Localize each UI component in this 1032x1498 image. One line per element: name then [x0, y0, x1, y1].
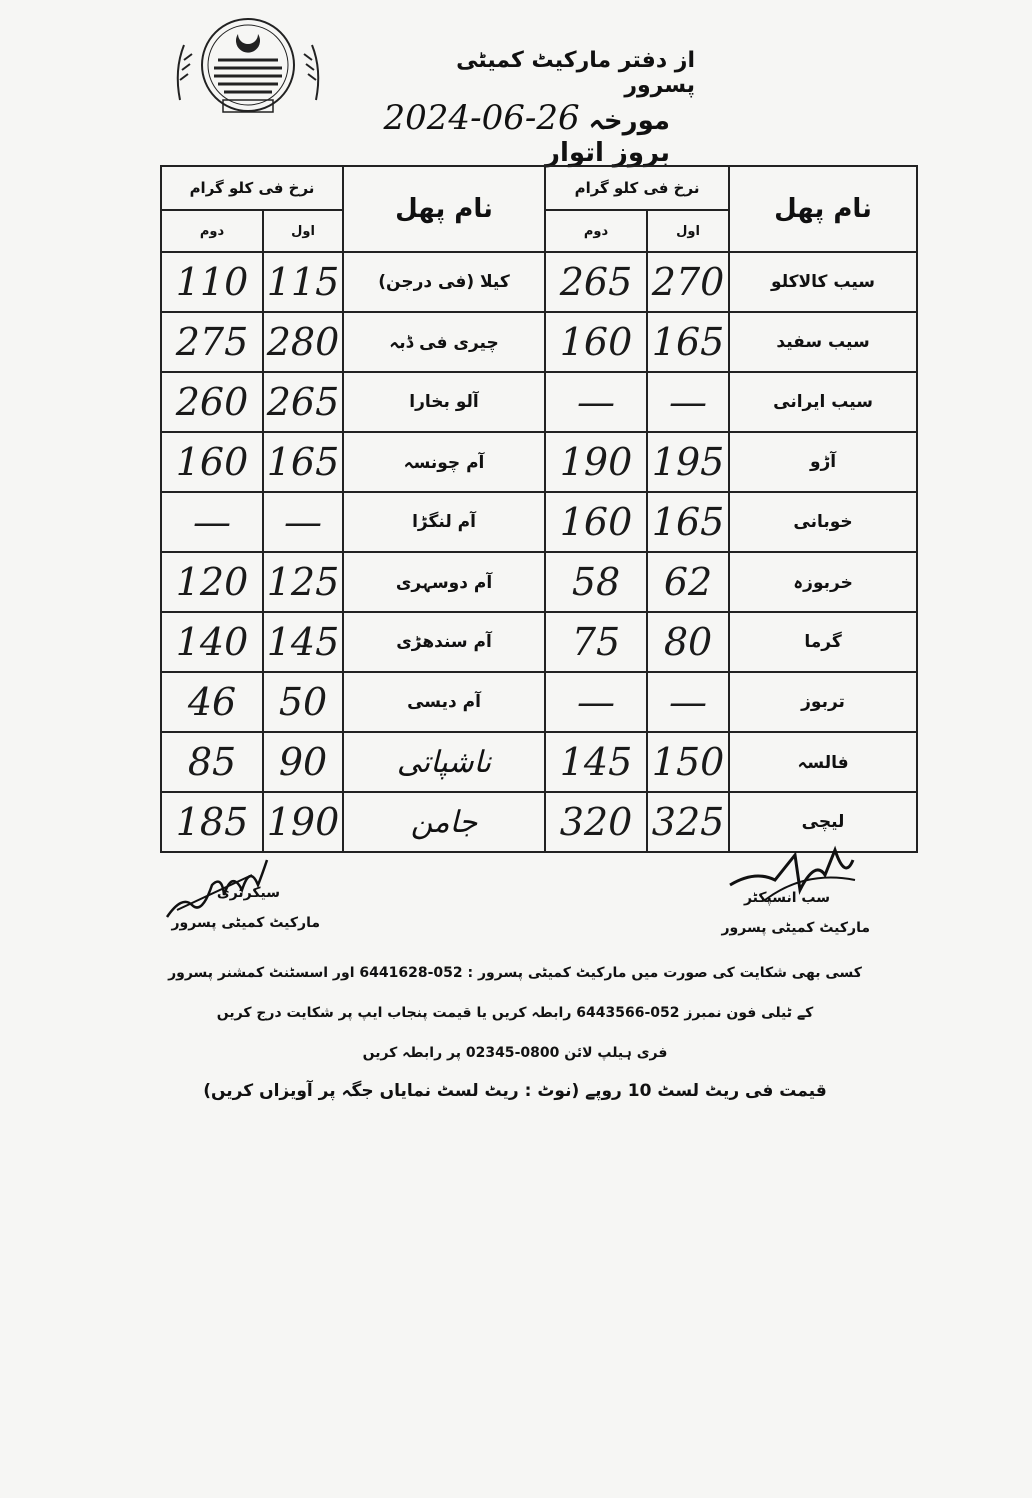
fruit-name-right: سیب کالاکلو	[729, 252, 917, 312]
fruit-name-right: خوبانی	[729, 492, 917, 552]
name-header-left: نام پھل	[343, 166, 545, 252]
rate-header-right: نرخ فی کلو گرام	[545, 166, 729, 210]
table-row	[161, 552, 917, 612]
rate-first-right: —	[647, 672, 729, 732]
rate-second-right: 160	[545, 492, 647, 552]
rate-second-left: 275	[161, 312, 263, 372]
date-value: 26-06-2024	[383, 98, 580, 138]
first-header-left: اول	[263, 210, 343, 252]
date-line	[350, 98, 670, 168]
fruit-name-left: آلو بخارا	[343, 372, 545, 432]
table-row	[161, 252, 917, 312]
inspector-title: سب انسپکٹر	[743, 890, 830, 906]
rate-first-left: —	[263, 492, 343, 552]
government-emblem-logo	[168, 10, 328, 120]
table-row	[161, 372, 917, 432]
table-row	[161, 672, 917, 732]
table-body	[161, 252, 917, 852]
date-day: بروز اتوار	[545, 138, 670, 168]
rate-second-right: 75	[545, 612, 647, 672]
rate-second-left: 140	[161, 612, 263, 672]
rate-second-right: 160	[545, 312, 647, 372]
table-row	[161, 492, 917, 552]
fruit-name-left: آم دوسہری	[343, 552, 545, 612]
first-header-right: اول	[647, 210, 729, 252]
complaint-note-1: کسی بھی شکایت کی صورت میں مارکیٹ کمیٹی پسرور : 052-6441628 اور اسسٹنٹ کمشنر پسرور	[168, 965, 862, 981]
name-header-right: نام پھل	[729, 166, 917, 252]
second-header-left: دوم	[161, 210, 263, 252]
second-header-right: دوم	[545, 210, 647, 252]
fruit-name-left: ناشپاتی	[343, 732, 545, 792]
complaint-note-2: کے ٹیلی فون نمبرز 052-6443566 رابطہ کریں یا قیمت پنجاب ایپ پر شکایت درج کریں	[216, 1005, 814, 1021]
fruit-name-right: گرما	[729, 612, 917, 672]
fruit-name-left: کیلا (فی درجن)	[343, 252, 545, 312]
rate-second-left: 85	[161, 732, 263, 792]
fruit-name-left: جامن	[343, 792, 545, 852]
table-row	[161, 312, 917, 372]
rate-first-left: 50	[263, 672, 343, 732]
table-row	[161, 432, 917, 492]
fruit-name-left: آم چونسہ	[343, 432, 545, 492]
secretary-title: سیکرٹری	[216, 885, 280, 901]
rate-first-left: 115	[263, 252, 343, 312]
rate-first-right: 195	[647, 432, 729, 492]
office-title: از دفتر مارکیٹ کمیٹی پسرور	[456, 48, 695, 98]
rate-second-left: 160	[161, 432, 263, 492]
fruit-name-right: فالسہ	[729, 732, 917, 792]
rate-second-left: 110	[161, 252, 263, 312]
rate-first-left: 190	[263, 792, 343, 852]
rate-second-left: —	[161, 492, 263, 552]
rate-first-right: 150	[647, 732, 729, 792]
table-row	[161, 732, 917, 792]
rate-first-left: 125	[263, 552, 343, 612]
rate-first-left: 265	[263, 372, 343, 432]
rate-first-right: 62	[647, 552, 729, 612]
rate-first-left: 90	[263, 732, 343, 792]
rate-first-right: 165	[647, 312, 729, 372]
rate-second-right: —	[545, 372, 647, 432]
date-prefix: مورخہ	[588, 106, 670, 136]
rate-first-left: 165	[263, 432, 343, 492]
fruit-name-right: خربوزہ	[729, 552, 917, 612]
rate-second-right: 58	[545, 552, 647, 612]
fruit-rates-table	[160, 165, 918, 853]
price-note: قیمت فی ریٹ لسٹ 10 روپے (نوٹ : ریٹ لسٹ نمایاں جگہ پر آویزاں کریں)	[203, 1081, 827, 1101]
rate-second-right: 265	[545, 252, 647, 312]
rate-first-left: 145	[263, 612, 343, 672]
rate-first-right: 165	[647, 492, 729, 552]
rate-second-right: 320	[545, 792, 647, 852]
rate-first-right: —	[647, 372, 729, 432]
helpline-note: فری ہیلپ لائن 0800-02345 پر رابطہ کریں	[362, 1045, 668, 1061]
fruit-name-right: لیچی	[729, 792, 917, 852]
rate-second-left: 260	[161, 372, 263, 432]
fruit-name-right: سیب ایرانی	[729, 372, 917, 432]
fruit-name-left: آم لنگڑا	[343, 492, 545, 552]
rate-header-left: نرخ فی کلو گرام	[161, 166, 343, 210]
rate-first-right: 80	[647, 612, 729, 672]
rate-second-right: —	[545, 672, 647, 732]
rate-second-right: 145	[545, 732, 647, 792]
table-row	[161, 612, 917, 672]
inspector-org: مارکیٹ کمیٹی پسرور	[721, 920, 870, 936]
secretary-org: مارکیٹ کمیٹی پسرور	[171, 915, 320, 931]
rate-first-left: 280	[263, 312, 343, 372]
rate-first-right: 270	[647, 252, 729, 312]
rate-second-right: 190	[545, 432, 647, 492]
rate-second-left: 120	[161, 552, 263, 612]
rate-first-right: 325	[647, 792, 729, 852]
fruit-name-left: آم دیسی	[343, 672, 545, 732]
fruit-name-right: سیب سفید	[729, 312, 917, 372]
fruit-name-left: چیری فی ڈبہ	[343, 312, 545, 372]
fruit-name-left: آم سندھڑی	[343, 612, 545, 672]
rate-second-left: 46	[161, 672, 263, 732]
fruit-name-right: تربوز	[729, 672, 917, 732]
rate-second-left: 185	[161, 792, 263, 852]
fruit-name-right: آڑو	[729, 432, 917, 492]
